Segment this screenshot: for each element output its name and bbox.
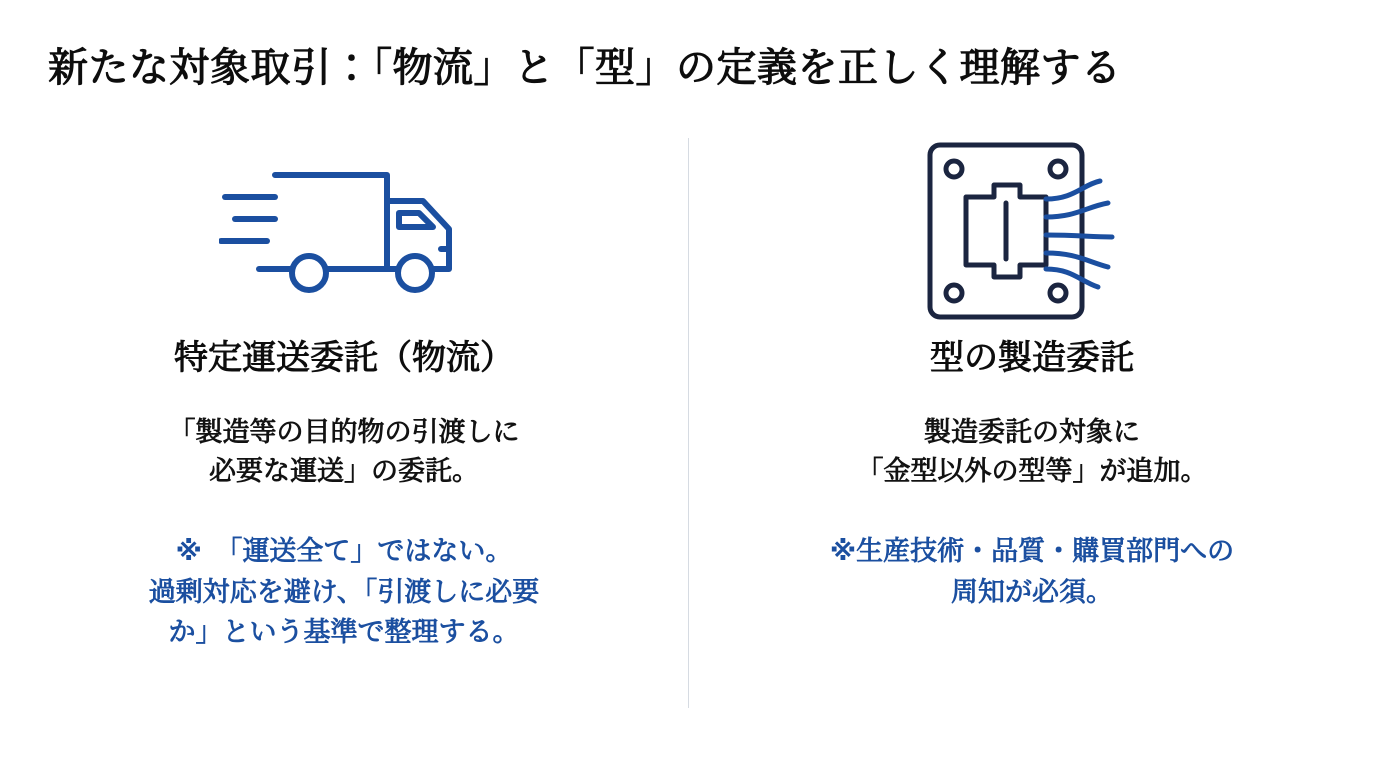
column-note <box>830 531 1234 612</box>
column-note-line: か」という基準で整理する。 <box>168 617 520 648</box>
mold-die-icon <box>922 132 1142 332</box>
column-heading: 特定運送委託（物流） <box>174 339 514 377</box>
delivery-truck-icon <box>219 132 469 332</box>
column-logistics <box>0 132 688 653</box>
columns-container <box>0 132 1376 712</box>
column-body-line: 「製造等の目的物の引渡しに <box>168 416 520 447</box>
column-heading: 型の製造委託 <box>930 339 1134 377</box>
column-note <box>149 531 539 653</box>
column-body-line: 必要な運送」の委託。 <box>209 455 479 486</box>
page-title: 新たな対象取引：「物流」と「型」の定義を正しく理解する <box>48 46 1122 90</box>
column-note-line: 過剰対応を避け、「引渡しに必要 <box>148 576 540 607</box>
column-note-line: ※ 「運送全て」ではない。 <box>175 536 513 567</box>
column-body-line: 製造委託の対象に <box>924 416 1140 447</box>
column-note-line: ※生産技術・品質・購買部門への <box>829 536 1235 567</box>
column-mold <box>688 132 1376 612</box>
column-note-line: 周知が必須。 <box>951 576 1113 607</box>
column-body <box>857 413 1208 491</box>
column-body <box>169 413 520 491</box>
column-body-line: 「金型以外の型等」が追加。 <box>856 455 1208 486</box>
